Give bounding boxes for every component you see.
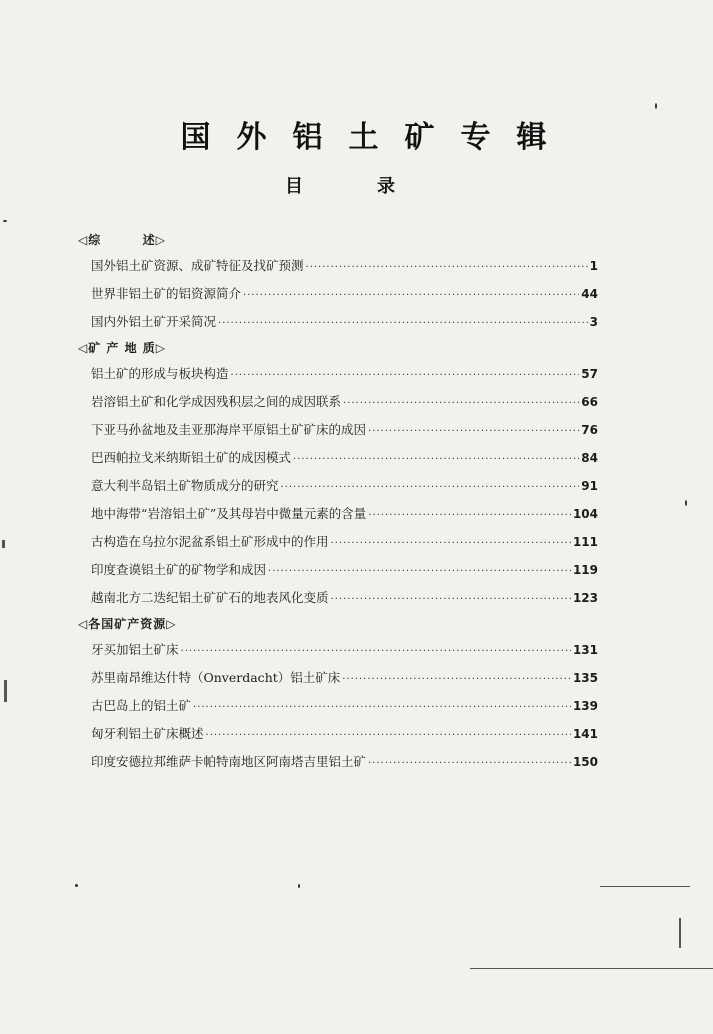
leader-dots: [181, 638, 571, 666]
toc-entry[interactable]: [78, 280, 598, 308]
toc-entry[interactable]: [78, 472, 598, 500]
contents-heading: [285, 172, 395, 198]
toc-entry-page: 139: [572, 699, 598, 713]
toc-entry-page: 57: [581, 367, 598, 381]
toc-entry-page: 104: [572, 507, 598, 521]
toc-entry-page: 91: [581, 479, 598, 493]
section-heading-geology: ◁矿 产 地 质▷: [78, 341, 166, 355]
toc-entry[interactable]: [78, 388, 598, 416]
toc-entry-title: 牙买加铝土矿床: [91, 642, 179, 657]
toc-entry[interactable]: [78, 360, 598, 388]
toc-entry-title: 巴西帕拉戈米纳斯铝土矿的成因模式: [91, 450, 292, 465]
toc-entry-title: 世界非铝土矿的铝资源简介: [91, 286, 242, 301]
toc-entry[interactable]: [78, 748, 598, 776]
toc-entry[interactable]: [78, 556, 598, 584]
toc-entry[interactable]: [78, 720, 598, 748]
toc-entry-page: 131: [572, 643, 598, 657]
table-of-contents: [78, 228, 598, 776]
scan-artifact-speck: [298, 884, 300, 888]
toc-entry-page: 135: [572, 671, 598, 685]
toc-entry-title: 铝土矿的形成与板块构造: [91, 366, 229, 381]
scan-artifact-speck: [3, 220, 7, 222]
scan-artifact-line: [600, 886, 690, 887]
leader-dots: [368, 502, 571, 530]
leader-dots: [368, 750, 571, 778]
leader-dots: [193, 694, 571, 722]
toc-entry-title: 国外铝土矿资源、成矿特征及找矿预测: [91, 258, 304, 273]
toc-entry-title: 地中海带“岩溶铝土矿”及其母岩中微量元素的含量: [91, 506, 367, 521]
toc-entry-page: 84: [581, 451, 598, 465]
toc-entry[interactable]: [78, 528, 598, 556]
toc-entry[interactable]: [78, 444, 598, 472]
toc-entry-page: 123: [572, 591, 598, 605]
leader-dots: [331, 530, 571, 558]
scan-artifact-line: [470, 968, 713, 969]
scan-artifact-speck: [75, 884, 78, 887]
toc-entry-page: 141: [572, 727, 598, 741]
leader-dots: [293, 446, 579, 474]
page-title: 国外铝土矿专辑: [180, 120, 573, 155]
toc-entry[interactable]: [78, 636, 598, 664]
leader-dots: [343, 390, 579, 418]
scan-artifact-line: [2, 540, 5, 548]
leader-dots: [331, 586, 571, 614]
toc-entry[interactable]: [78, 584, 598, 612]
scan-artifact-line: [4, 680, 7, 702]
toc-entry-page: 76: [581, 423, 598, 437]
leader-dots: [368, 418, 579, 446]
toc-entry-page: 44: [581, 287, 598, 301]
contents-heading-char-2: 录: [377, 176, 395, 197]
toc-entry-title: 苏里南昂维达什特（Onverdacht）铝土矿床: [91, 670, 341, 685]
contents-heading-char-1: 目: [285, 176, 303, 197]
leader-dots: [206, 722, 571, 750]
toc-entry-page: 1: [589, 259, 598, 273]
scan-artifact-speck: [685, 500, 687, 506]
toc-entry-page: 3: [589, 315, 598, 329]
section-heading-overview: ◁综 述▷: [78, 233, 166, 247]
toc-entry[interactable]: [78, 252, 598, 280]
scan-artifact-line: [679, 918, 681, 948]
toc-entry[interactable]: [78, 308, 598, 336]
toc-entry-title: 印度查谟铝土矿的矿物学和成因: [91, 562, 267, 577]
toc-entry-page: 66: [581, 395, 598, 409]
leader-dots: [281, 474, 580, 502]
toc-entry-page: 119: [572, 563, 598, 577]
toc-entry-page: 111: [572, 535, 598, 549]
scan-artifact-speck: [655, 103, 657, 109]
toc-entry-page: 150: [572, 755, 598, 769]
toc-entry-title: 意大利半岛铝土矿物质成分的研究: [91, 478, 279, 493]
toc-entry[interactable]: [78, 416, 598, 444]
toc-entry[interactable]: [78, 664, 598, 692]
leader-dots: [342, 666, 571, 694]
toc-entry-title: 岩溶铝土矿和化学成因残积层之间的成因联系: [91, 394, 342, 409]
section-heading-resources: ◁各国矿产资源▷: [78, 617, 177, 631]
toc-entry-title: 国内外铝土矿开采简况: [91, 314, 217, 329]
leader-dots: [218, 310, 588, 338]
leader-dots: [306, 254, 588, 282]
toc-entry-title: 古巴岛上的铝土矿: [91, 698, 192, 713]
leader-dots: [243, 282, 579, 310]
leader-dots: [268, 558, 571, 586]
toc-entry-title: 越南北方二迭纪铝土矿矿石的地表风化变质: [91, 590, 329, 605]
toc-entry-title: 下亚马孙盆地及圭亚那海岸平原铝土矿矿床的成因: [91, 422, 367, 437]
toc-entry-title: 匈牙利铝土矿床概述: [91, 726, 204, 741]
toc-entry[interactable]: [78, 692, 598, 720]
toc-entry[interactable]: [78, 500, 598, 528]
toc-entry-title: 古构造在乌拉尔泥盆系铝土矿形成中的作用: [91, 534, 329, 549]
toc-entry-title: 印度安德拉邦维萨卡帕特南地区阿南塔吉里铝土矿: [91, 754, 367, 769]
leader-dots: [231, 362, 580, 390]
